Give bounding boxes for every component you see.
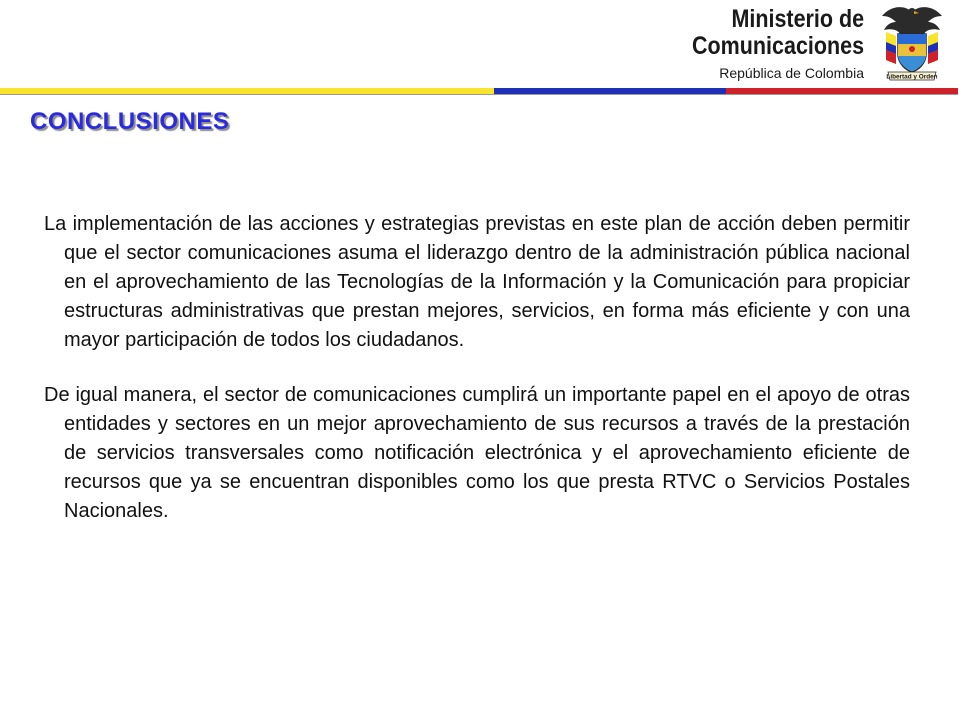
ministry-name-line2: Comunicaciones [691, 32, 864, 60]
country-name: República de Colombia [719, 65, 864, 81]
band-divider [0, 94, 958, 95]
paragraph-1: La implementación de las acciones y estrategias previstas en este plan de acción deben permitir que el sector comunicaciones asuma el liderazgo dentro de la administración pública nacional en el aprovechamiento de las Tecnologías de la Información y la Comunicación para propiciar estructuras administrativas que prestan mejores, servicios, en forma más eficiente y con una mayor participación de todos los ciudadanos. [44, 213, 910, 351]
motto-text: Libertad y Orden [886, 73, 938, 81]
slide-title: CONCLUSIONES [30, 108, 230, 135]
slide-body [44, 210, 910, 552]
ministry-name-line1: Ministerio de [731, 5, 864, 33]
coat-of-arms-icon [878, 2, 946, 86]
ministry-header [664, 6, 864, 82]
paragraph-2: De igual manera, el sector de comunicaciones cumplirá un importante papel en el apoyo de otras entidades y sectores en un mejor aprovechamiento de sus recursos a través de la prestación de servicios transversales como notificación electrónica y el aprovechamiento eficiente de recursos que ya se encuentran disponibles como los que presta RTVC o Servicios Postales Nacionales. [44, 384, 910, 522]
